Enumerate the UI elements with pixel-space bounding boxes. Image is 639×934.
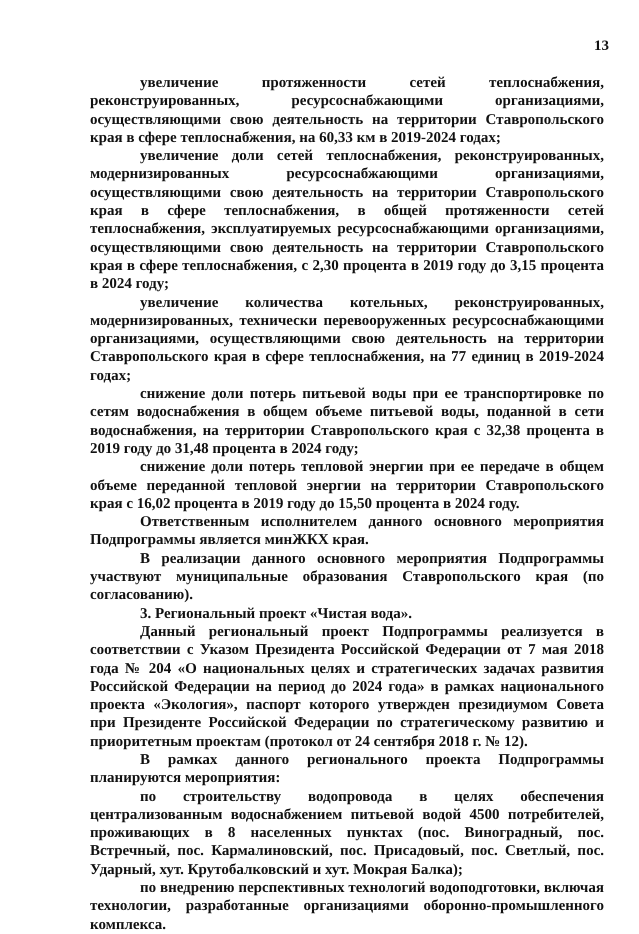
paragraph-water-pipeline: по строительству водопровода в целях обеспечения централизованным водоснабжением питьевой водой 4500 потребителей, проживающих в 8 населенных пунктах (пос. Виноградный, пос. Встречный, пос. Кармалиновский, пос. Присадовый, пос. Светлый, пос. Ударный, хут. Крутобалковский и хут. Мокрая Балка);	[90, 788, 604, 878]
paragraph-boiler-houses: увеличение количества котельных, реконструированных, модернизированных, технически перевооруженных ресурсоснабжающими организациями, осуществляющими свою деятельность на территории Ставропольского края в сфере теплоснабжения, на 77 единиц в 2019-2024 годах;	[90, 294, 604, 384]
paragraph-water-treatment: по внедрению перспективных технологий водоподготовки, включая технологии, разработанные организациями оборонно-промышленного комплекса.	[90, 880, 604, 933]
section-heading-clean-water: 3. Региональный проект «Чистая вода».	[140, 605, 412, 622]
paragraph-decree-reference: Данный региональный проект Подпрограммы реализуется в соответствии с Указом Президента Российской Федерации от 7 мая 2018 года № 204 «О национальных целях и стратегических задачах развития Российской Федерации на период до 2024 года» в рамках национального проекта «Экология», паспорт которого утвержден президиумом Совета при Президенте Российской Федерации по стратегическому развитию и приоритетным проектам (протокол от 24 сентября 2018 г. № 12).	[90, 623, 604, 750]
paragraph-heat-network-length: увеличение протяженности сетей теплоснабжения, реконструированных, ресурсоснабжающими организациями, осуществляющими свою деятельность на территории Ставропольского края в сфере теплоснабжения, на 60,33 км в 2019-2024 годах;	[90, 75, 604, 146]
paragraph-planned-activities: В рамках данного регионального проекта Подпрограммы планируются мероприятия:	[90, 751, 604, 787]
document-body	[90, 74, 604, 934]
paragraph-heat-losses: снижение доли потерь тепловой энергии при ее передаче в общем объеме переданной тепловой энергии на территории Ставропольского края с 16,02 процента в 2019 году до 15,50 процента в 2024 году.	[90, 459, 604, 512]
paragraph-responsible-executor: Ответственным исполнителем данного основного мероприятия Подпрограммы является минЖКХ края.	[90, 514, 604, 549]
paragraph-participants: В реализации данного основного мероприятия Подпрограммы участвуют муниципальные образования Ставропольского края (по согласованию).	[90, 550, 604, 604]
paragraph-water-losses: снижение доли потерь питьевой воды при ее транспортировке по сетям водоснабжения в общем объеме питьевой воды, поданной в сети водоснабжения, на территории Ставропольского края с 32,38 процента в 2019 году до 31,48 процента в 2024 году;	[90, 386, 604, 457]
page-number: 13	[594, 38, 609, 54]
paragraph-heat-network-share: увеличение доли сетей теплоснабжения, реконструированных, модернизированных ресурсоснабжающими организациями, осуществляющими свою деятельность на территории Ставропольского края в сфере теплоснабжения, в общей протяженности сетей теплоснабжения, эксплуатируемых ресурсоснабжающими организациями, осуществляющими свою деятельность на территории Ставропольского края в сфере теплоснабжения, с 2,30 процента в 2019 году до 3,15 процента в 2024 году;	[90, 148, 604, 293]
